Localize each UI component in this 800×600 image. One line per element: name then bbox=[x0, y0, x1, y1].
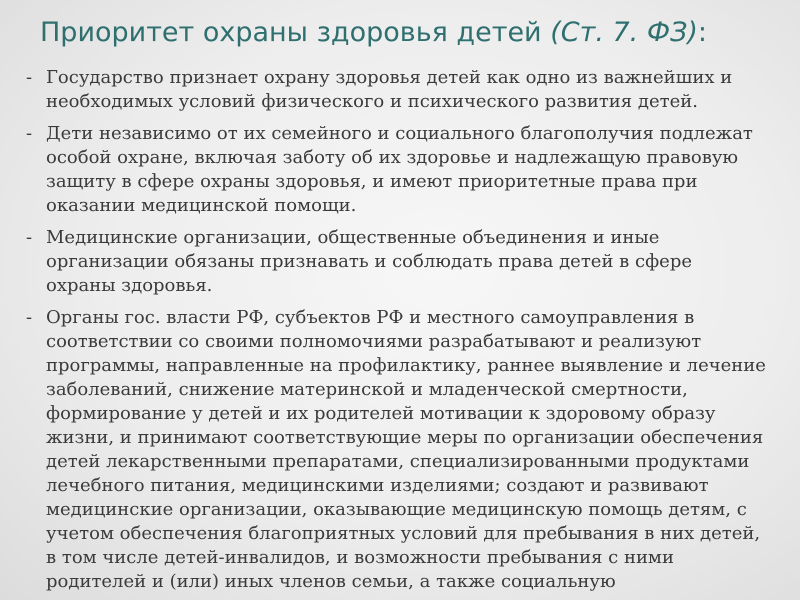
list-item bbox=[26, 122, 766, 218]
list-item-text: Дети независимо от их семейного и социального благополучия подлежат особой охране, включая заботу об их здоровье и надлежащую правовую защиту в сфере охраны здоровья, и имеют приоритетные права при оказании медицинской помощи. bbox=[46, 123, 753, 216]
bullet-dash: - bbox=[26, 227, 33, 248]
title-colon: : bbox=[697, 17, 708, 48]
bullet-dash: - bbox=[26, 307, 33, 328]
title-main: Приоритет охраны здоровья детей bbox=[40, 17, 542, 48]
list-item bbox=[26, 226, 766, 298]
title-law-reference: (Ст. 7. ФЗ) bbox=[550, 17, 698, 48]
bullet-dash: - bbox=[26, 123, 33, 144]
list-item-text: Государство признает охрану здоровья детей как одно из важнейших и необходимых условий физического и психического развития детей. bbox=[46, 67, 733, 112]
list-item bbox=[26, 306, 766, 594]
list-item bbox=[26, 66, 766, 114]
list-item-text: Органы гос. власти РФ, субъектов РФ и местного самоуправления в соответствии со своими полномочиями разрабатывают и реализуют программы, направленные на профилактику, раннее выявление и лечение заболеваний, снижение материнской и младенческой смертности, формирование у детей и их родителей мотивации к здоровому образу жизни, и принимают соответствующие меры по организации обеспечения детей лекарственными препаратами, специализированными продуктами лечебного питания, медицинскими изделиями; создают и развивают медицинские организации, оказывающие медицинскую помощь детям, с учетом обеспечения благоприятных условий для пребывания в них детей, в том числе детей-инвалидов, и возможности пребывания с ними родителей и (или) иных членов семьи, а также социальную bbox=[46, 307, 766, 592]
slide-body bbox=[26, 66, 766, 600]
list-item-text: Медицинские организации, общественные объединения и иные организации обязаны признавать и соблюдать права детей в сфере охраны здоровья. bbox=[46, 227, 693, 296]
slide-title bbox=[40, 13, 780, 53]
bullet-dash: - bbox=[26, 67, 33, 88]
